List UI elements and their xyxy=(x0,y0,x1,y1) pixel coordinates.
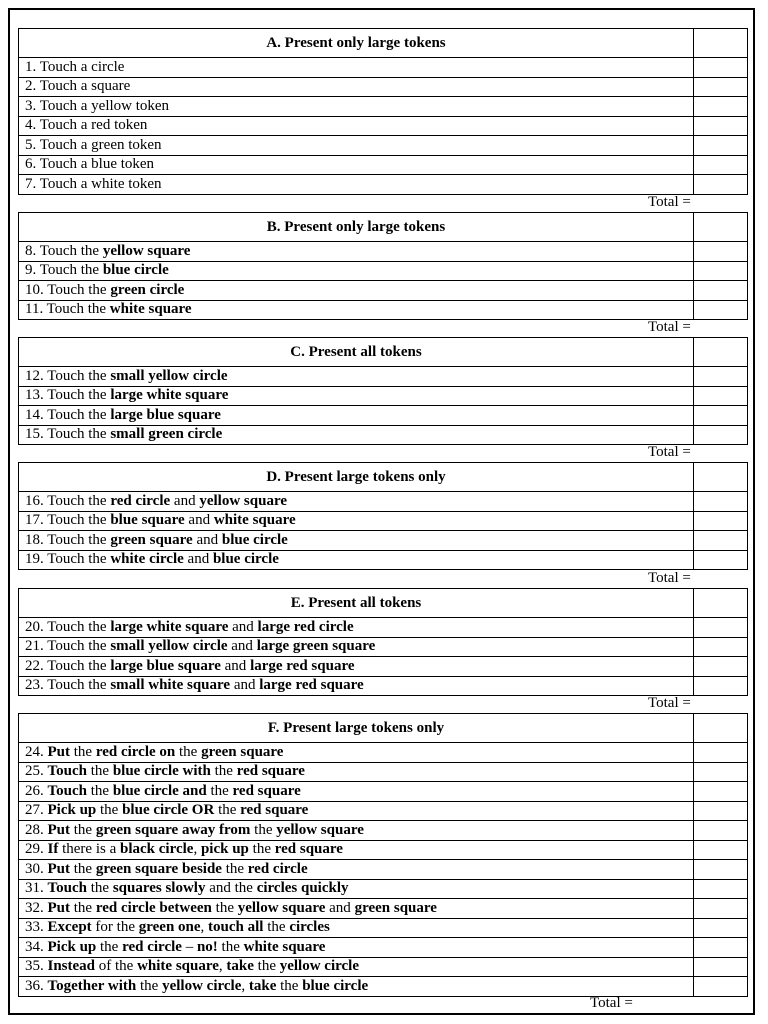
item-text-segment: the xyxy=(253,958,280,975)
item-text-bold: large green square xyxy=(256,638,376,655)
item-text-segment: the xyxy=(70,899,96,916)
item-text-bold: Touch xyxy=(47,782,87,799)
item-text-segment: the xyxy=(263,919,290,936)
item-text-segment: 33. xyxy=(25,919,48,936)
item-text-segment: 11. Touch the xyxy=(25,301,110,318)
score-cell[interactable] xyxy=(694,511,748,531)
item-text-segment: 36. xyxy=(25,977,48,994)
item-text xyxy=(19,136,694,156)
score-cell[interactable] xyxy=(694,300,748,320)
item-text xyxy=(19,840,694,860)
score-cell[interactable] xyxy=(694,29,748,58)
item-text xyxy=(19,860,694,880)
item-text-bold: red square xyxy=(240,802,309,819)
section-total-label: Total = xyxy=(648,319,691,335)
item-text-segment: 31. xyxy=(25,880,48,897)
item-text-bold: yellow square xyxy=(102,242,191,259)
item-text-segment: 4. Touch a red token xyxy=(25,117,148,134)
section-header-row xyxy=(19,213,748,242)
item-text-segment: 30. xyxy=(25,860,48,877)
item-text xyxy=(19,116,694,136)
item-row xyxy=(19,840,748,860)
item-text-bold: red circle between xyxy=(95,899,212,916)
item-text xyxy=(19,242,694,262)
item-text-bold: large red square xyxy=(259,677,364,694)
score-cell[interactable] xyxy=(694,463,748,492)
item-row xyxy=(19,116,748,136)
score-cell[interactable] xyxy=(694,743,748,763)
item-row xyxy=(19,762,748,782)
item-text xyxy=(19,879,694,899)
item-text xyxy=(19,511,694,531)
score-cell[interactable] xyxy=(694,531,748,551)
item-text xyxy=(19,175,694,195)
item-text-bold: If xyxy=(47,841,59,858)
item-text-bold: large white square xyxy=(110,618,229,635)
item-text-bold: Put xyxy=(47,860,70,877)
item-text-segment: 20. Touch the xyxy=(25,618,111,635)
item-row xyxy=(19,637,748,657)
item-text-segment: 25. xyxy=(25,763,48,780)
item-text-bold: blue circle xyxy=(302,977,369,994)
score-cell[interactable] xyxy=(694,657,748,677)
item-text-segment: the xyxy=(221,860,248,877)
item-text xyxy=(19,957,694,977)
item-text-bold: red square xyxy=(236,763,305,780)
item-text xyxy=(19,155,694,175)
item-text-segment: the xyxy=(96,938,123,955)
score-cell[interactable] xyxy=(694,899,748,919)
item-text-segment: 24. xyxy=(25,743,48,760)
item-row xyxy=(19,97,748,117)
item-text-bold: yellow square xyxy=(237,899,326,916)
section-e xyxy=(18,588,748,696)
item-text-segment: the xyxy=(96,802,123,819)
item-row xyxy=(19,918,748,938)
item-text-segment: 29. xyxy=(25,841,48,858)
item-text xyxy=(19,782,694,802)
item-text-segment: – xyxy=(181,938,197,955)
item-text-bold: white square xyxy=(243,938,326,955)
item-row xyxy=(19,242,748,262)
section-total-label: Total = xyxy=(590,995,633,1011)
item-row xyxy=(19,938,748,958)
item-text xyxy=(19,367,694,387)
item-row xyxy=(19,977,748,997)
item-text-bold: blue circle xyxy=(221,531,288,548)
item-text-segment: the xyxy=(217,938,244,955)
item-text xyxy=(19,657,694,677)
score-cell[interactable] xyxy=(694,338,748,367)
item-row xyxy=(19,175,748,195)
item-text xyxy=(19,899,694,919)
section-title: F. Present large tokens only xyxy=(19,714,694,743)
section-table xyxy=(18,713,748,997)
item-text-bold: take xyxy=(248,977,277,994)
item-text xyxy=(19,762,694,782)
item-text-bold: black circle xyxy=(119,841,194,858)
item-text-segment: and xyxy=(192,531,222,548)
item-row xyxy=(19,261,748,281)
item-text-segment: , xyxy=(241,977,249,994)
item-text-bold: large blue square xyxy=(110,657,221,674)
score-cell[interactable] xyxy=(694,492,748,512)
item-text-bold: green one xyxy=(138,919,201,936)
item-text-segment: 32. xyxy=(25,899,48,916)
item-text-segment: 10. Touch the xyxy=(25,281,111,298)
section-total-label: Total = xyxy=(648,444,691,460)
item-text-segment: and xyxy=(184,512,214,529)
item-row xyxy=(19,957,748,977)
item-text-bold: small green circle xyxy=(110,426,223,443)
item-text-segment: 17. Touch the xyxy=(25,512,111,529)
score-cell[interactable] xyxy=(694,77,748,97)
item-text-bold: white square xyxy=(137,958,219,975)
item-text xyxy=(19,77,694,97)
score-cell[interactable] xyxy=(694,175,748,195)
item-text-segment: the xyxy=(86,763,113,780)
item-row xyxy=(19,782,748,802)
item-text-bold: blue circle and xyxy=(112,782,207,799)
item-row xyxy=(19,676,748,696)
item-text-segment: and xyxy=(183,551,213,568)
score-cell[interactable] xyxy=(694,938,748,958)
score-cell[interactable] xyxy=(694,425,748,445)
item-text-segment: the xyxy=(214,802,241,819)
item-text-bold: blue circle with xyxy=(112,763,211,780)
item-text-bold: Pick up xyxy=(47,938,97,955)
score-cell[interactable] xyxy=(694,879,748,899)
item-text-bold: small white square xyxy=(110,677,231,694)
item-text-segment: 26. xyxy=(25,782,48,799)
section-total-label: Total = xyxy=(648,695,691,711)
item-text-bold: large blue square xyxy=(110,406,221,423)
section-f xyxy=(18,713,748,997)
item-text-bold: touch all xyxy=(208,919,264,936)
section-title: B. Present only large tokens xyxy=(19,213,694,242)
item-text-bold: white circle xyxy=(110,551,184,568)
item-text-segment: 23. Touch the xyxy=(25,677,111,694)
item-text-segment: and xyxy=(170,492,200,509)
item-text-bold: Except xyxy=(47,919,92,936)
score-cell[interactable] xyxy=(694,261,748,281)
item-row xyxy=(19,879,748,899)
score-cell[interactable] xyxy=(694,242,748,262)
item-text xyxy=(19,618,694,638)
item-text-bold: no! xyxy=(196,938,218,955)
section-table xyxy=(18,212,748,320)
item-text xyxy=(19,425,694,445)
item-text-segment: the xyxy=(276,977,303,994)
item-text-segment: the xyxy=(206,782,233,799)
score-cell[interactable] xyxy=(694,860,748,880)
section-header-row xyxy=(19,29,748,58)
item-row xyxy=(19,367,748,387)
item-text-bold: small yellow circle xyxy=(110,367,228,384)
item-row xyxy=(19,492,748,512)
item-text-segment: the xyxy=(86,782,113,799)
section-title: E. Present all tokens xyxy=(19,589,694,618)
item-text-segment: and xyxy=(230,677,260,694)
section-header-row xyxy=(19,589,748,618)
item-text-bold: pick up xyxy=(200,841,249,858)
item-text-segment: 12. Touch the xyxy=(25,367,111,384)
item-text-segment: 1. Touch a circle xyxy=(25,58,125,75)
item-text-segment: 8. Touch the xyxy=(25,242,103,259)
item-text xyxy=(19,58,694,78)
score-cell[interactable] xyxy=(694,840,748,860)
item-text xyxy=(19,261,694,281)
score-cell[interactable] xyxy=(694,618,748,638)
item-text-bold: Touch xyxy=(47,763,87,780)
section-table xyxy=(18,337,748,445)
item-text-bold: white square xyxy=(109,301,192,318)
item-text-segment: 22. Touch the xyxy=(25,657,111,674)
item-text-bold: Put xyxy=(47,899,70,916)
score-cell[interactable] xyxy=(694,116,748,136)
item-text-segment: 9. Touch the xyxy=(25,262,103,279)
item-text-bold: Touch xyxy=(47,880,87,897)
item-text-bold: blue circle OR xyxy=(122,802,215,819)
item-text xyxy=(19,977,694,997)
item-text-segment: , xyxy=(193,841,201,858)
item-row xyxy=(19,657,748,677)
item-text-segment: and the xyxy=(205,880,257,897)
item-text-segment: and xyxy=(220,657,251,674)
score-cell[interactable] xyxy=(694,406,748,426)
item-text-bold: green square away from xyxy=(95,821,251,838)
item-text-bold: red square xyxy=(232,782,301,799)
score-cell[interactable] xyxy=(694,136,748,156)
item-text-segment: 2. Touch a square xyxy=(25,78,131,95)
item-text xyxy=(19,406,694,426)
score-cell[interactable] xyxy=(694,97,748,117)
item-text-bold: yellow square xyxy=(199,492,287,509)
score-cell[interactable] xyxy=(694,676,748,696)
item-text-segment: 13. Touch the xyxy=(25,387,111,404)
item-row xyxy=(19,406,748,426)
item-text-segment: and xyxy=(228,618,258,635)
section-a xyxy=(18,28,748,195)
score-cell[interactable] xyxy=(694,957,748,977)
item-row xyxy=(19,860,748,880)
score-cell[interactable] xyxy=(694,155,748,175)
item-text xyxy=(19,550,694,570)
item-text xyxy=(19,492,694,512)
section-table xyxy=(18,462,748,570)
score-cell[interactable] xyxy=(694,714,748,743)
item-text-bold: Put xyxy=(47,743,70,760)
section-title: D. Present large tokens only xyxy=(19,463,694,492)
item-text-segment: 15. Touch the xyxy=(25,426,111,443)
item-text-bold: blue square xyxy=(110,512,185,529)
score-cell[interactable] xyxy=(694,367,748,387)
section-table xyxy=(18,588,748,696)
item-text-segment: of the xyxy=(95,958,138,975)
score-cell[interactable] xyxy=(694,977,748,997)
item-text-segment: 5. Touch a green token xyxy=(25,136,162,153)
item-text-segment: the xyxy=(210,763,237,780)
item-text-segment: 14. Touch the xyxy=(25,406,111,423)
section-header-row xyxy=(19,338,748,367)
score-cell[interactable] xyxy=(694,762,748,782)
item-text-segment: 6. Touch a blue token xyxy=(25,156,155,173)
item-text-bold: blue circle xyxy=(212,551,279,568)
item-text-segment: 7. Touch a white token xyxy=(25,175,162,192)
item-text xyxy=(19,386,694,406)
item-text-segment: there is a xyxy=(58,841,120,858)
item-text-bold: Put xyxy=(47,821,70,838)
item-text-bold: circles quickly xyxy=(256,880,349,897)
section-header-row xyxy=(19,714,748,743)
item-text xyxy=(19,97,694,117)
item-row xyxy=(19,821,748,841)
item-text-bold: Pick up xyxy=(47,802,97,819)
item-text-segment: 27. xyxy=(25,802,48,819)
item-text xyxy=(19,637,694,657)
item-text-bold: yellow square xyxy=(276,821,364,838)
section-total-label: Total = xyxy=(648,570,691,586)
item-text-bold: green square xyxy=(110,531,193,548)
item-text-bold: green square xyxy=(201,743,284,760)
item-text-bold: red circle on xyxy=(95,743,176,760)
section-c xyxy=(18,337,748,445)
score-cell[interactable] xyxy=(694,281,748,301)
item-text-segment: 21. Touch the xyxy=(25,638,111,655)
item-row xyxy=(19,425,748,445)
item-text-segment: 18. Touch the xyxy=(25,531,111,548)
item-text-segment: 19. Touch the xyxy=(25,551,111,568)
section-total-label: Total = xyxy=(648,194,691,210)
item-text-bold: yellow circle xyxy=(162,977,242,994)
item-text xyxy=(19,821,694,841)
item-text xyxy=(19,801,694,821)
item-row xyxy=(19,801,748,821)
item-text-segment: 35. xyxy=(25,958,48,975)
item-text-segment: and xyxy=(325,899,355,916)
section-b xyxy=(18,212,748,320)
item-row xyxy=(19,58,748,78)
item-text-segment: the xyxy=(136,977,163,994)
item-text-bold: large white square xyxy=(110,387,229,404)
item-text-segment: 3. Touch a yellow token xyxy=(25,97,170,114)
item-text xyxy=(19,676,694,696)
item-row xyxy=(19,300,748,320)
item-row xyxy=(19,136,748,156)
item-text-bold: Together with xyxy=(47,977,137,994)
item-text xyxy=(19,743,694,763)
item-text-bold: green square xyxy=(354,899,437,916)
score-cell[interactable] xyxy=(694,782,748,802)
item-text-segment: the xyxy=(70,860,96,877)
item-text-segment: and xyxy=(227,638,257,655)
section-header-row xyxy=(19,463,748,492)
item-text-segment: the xyxy=(175,743,202,760)
item-text-bold: large red circle xyxy=(257,618,354,635)
item-text-segment: the xyxy=(250,821,277,838)
item-row xyxy=(19,618,748,638)
item-text-segment: for the xyxy=(91,919,139,936)
item-text-bold: green circle xyxy=(110,281,185,298)
score-cell[interactable] xyxy=(694,821,748,841)
item-text xyxy=(19,918,694,938)
item-text-segment: 34. xyxy=(25,938,48,955)
score-cell[interactable] xyxy=(694,386,748,406)
item-row xyxy=(19,899,748,919)
score-cell[interactable] xyxy=(694,58,748,78)
item-row xyxy=(19,531,748,551)
section-title: C. Present all tokens xyxy=(19,338,694,367)
item-text-bold: take xyxy=(226,958,254,975)
item-text-bold: red square xyxy=(274,841,343,858)
item-text-segment: the xyxy=(211,899,238,916)
item-text-bold: red circle xyxy=(122,938,182,955)
item-text-bold: white square xyxy=(213,512,296,529)
item-text-bold: red circle xyxy=(110,492,171,509)
item-row xyxy=(19,155,748,175)
item-text-segment: , xyxy=(200,919,209,936)
score-cell[interactable] xyxy=(694,918,748,938)
section-d xyxy=(18,462,748,570)
section-title: A. Present only large tokens xyxy=(19,29,694,58)
item-text-segment: 16. Touch the xyxy=(25,492,111,509)
item-row xyxy=(19,386,748,406)
item-text-bold: circles xyxy=(289,919,330,936)
item-row xyxy=(19,77,748,97)
item-text-segment: the xyxy=(86,880,113,897)
item-row xyxy=(19,550,748,570)
item-row xyxy=(19,511,748,531)
item-text xyxy=(19,281,694,301)
item-text xyxy=(19,938,694,958)
score-cell[interactable] xyxy=(694,550,748,570)
item-text-bold: Instead xyxy=(47,958,96,975)
item-text-bold: yellow circle xyxy=(279,958,360,975)
item-text-bold: green square beside xyxy=(95,860,222,877)
item-text-bold: small yellow circle xyxy=(110,638,228,655)
item-row xyxy=(19,281,748,301)
item-text xyxy=(19,300,694,320)
score-cell[interactable] xyxy=(694,801,748,821)
item-text-segment: the xyxy=(248,841,275,858)
item-text-segment: 28. xyxy=(25,821,48,838)
item-text-segment: the xyxy=(70,821,96,838)
item-text-bold: squares slowly xyxy=(112,880,206,897)
item-row xyxy=(19,743,748,763)
item-text-segment: , xyxy=(218,958,227,975)
section-table xyxy=(18,28,748,195)
item-text-bold: large red square xyxy=(250,657,355,674)
item-text-bold: red circle xyxy=(247,860,308,877)
score-cell[interactable] xyxy=(694,637,748,657)
item-text xyxy=(19,531,694,551)
score-cell[interactable] xyxy=(694,589,748,618)
item-text-bold: blue circle xyxy=(102,262,169,279)
item-text-segment: the xyxy=(70,743,96,760)
score-cell[interactable] xyxy=(694,213,748,242)
